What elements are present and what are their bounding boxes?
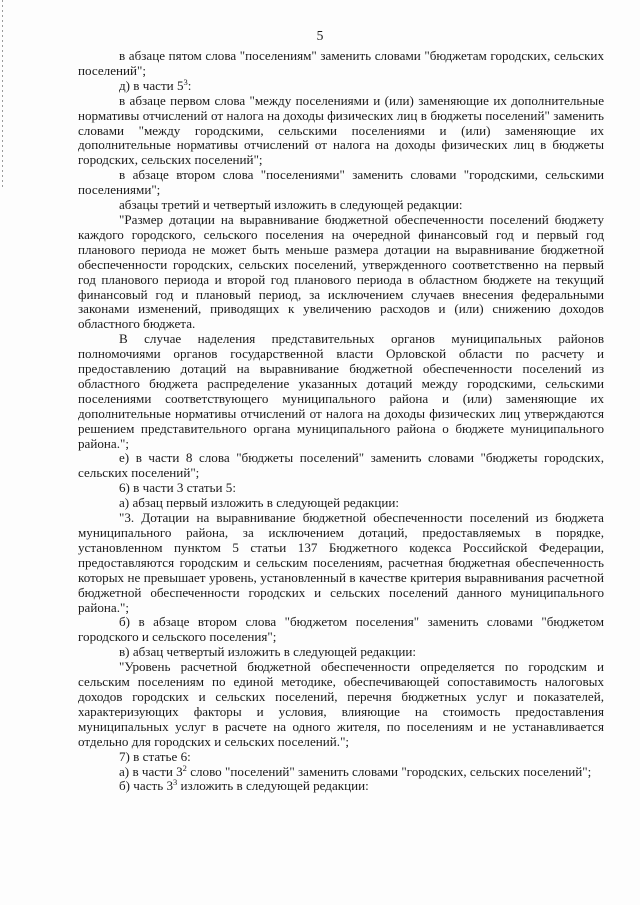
paragraph-4: в абзаце втором слова "поселениями" заменить словами "городскими, сельскими поселениями";: [78, 167, 604, 198]
paragraph-7: В случае наделения представительных органов муниципальных районов полномочиями органов государственной власти Орловской области по расчету и предоставлению дотаций на выравнивание бюджетной обеспеченности поселений из областного бюджета распределение указанных дотаций между городскими, сельскими поселениями соответствующего муниципального района и (или) заменяющие их дополнительные нормативы отчислений от налога на доходы физических лиц утверждаются решением представительного органа муниципального района о бюджете муниципального района.";: [78, 331, 604, 451]
paragraph-9: 6) в части 3 статьи 5:: [119, 480, 236, 496]
paragraph-11: "3. Дотации на выравнивание бюджетной обеспеченности поселений из бюджета муниципального района, за исключением дотаций, предоставляемых в порядке, установленном пунктом 5 статьи 137 Бюджетного кодекса Российской Федерации, предоставляются городским и сельским поселениям, расчетная бюджетная обеспеченность которых не превышает уровень, установленный в качестве критерия выравнивания расчетной бюджетной обеспеченности городских и сельских поселений данного муниципального района.";: [78, 510, 604, 615]
paragraph-16: а) в части $3^2$ слово "поселений" заменить словами "городских, сельских поселений";: [119, 762, 592, 779]
paragraph-3: в абзаце первом слова "между поселениями и (или) заменяющие их дополнительные нормативы отчислений от налога на доходы физических лиц в бюджеты поселений" заменить словами "между городскими, сельскими поселениями и (или) заменяющие их дополнительные нормативы отчислений от налога на доходы физических лиц в бюджеты городских, сельских поселений";: [78, 92, 604, 168]
page-number: 5: [316, 28, 324, 43]
paragraph-14: "Уровень расчетной бюджетной обеспеченности определяется по городским и сельским поселениям по единой методике, обеспечивающей сопоставимость налоговых доходов городских и сельских поселений, перечня бюджетных услуг и показателей, характеризующих факторы и условия, влияющие на стоимость предоставления муниципальных услуг в расчете на одного жителя, по поселениям и не устанавливается отдельно для городских и сельских поселений.";: [78, 659, 604, 749]
paragraph-2: д) в части $5^3$:: [119, 76, 192, 93]
paragraph-6: "Размер дотации на выравнивание бюджетной обеспеченности поселений бюджету каждого городского, сельского поселения на очередной финансовый год и первый год планового периода не может быть меньше размера дотации на выравнивание бюджетной обеспеченности городских, сельских поселений, утвержденного соответственно на первый год планового периода и второй год планового периода в областном бюджете на текущий финансовый год и плановый период, за исключением случаев внесения федеральными законами изменений, приводящих к увеличению расходов и (или) снижению доходов областного бюджета.: [78, 211, 604, 332]
paragraph-12: б) в абзаце втором слова "бюджетом поселения" заменить словами "бюджетом городского и сельского поселения";: [78, 614, 604, 645]
paragraph-15: 7) в статье 6:: [119, 748, 191, 764]
paragraph-5: абзацы третий и четвертый изложить в следующей редакции:: [119, 197, 463, 213]
document-body: [78, 49, 604, 794]
paragraph-1: в абзаце пятом слова "поселениям" заменить словами "бюджетам городских, сельских поселений";: [78, 48, 604, 78]
paragraph-10: а) абзац первый изложить в следующей редакции:: [119, 495, 400, 511]
paragraph-13: в) абзац четвертый изложить в следующей редакции:: [119, 644, 417, 660]
paragraph-8: е) в части 8 слова "бюджеты поселений" заменить словами "бюджеты городских, сельских поселений";: [78, 450, 604, 481]
paragraph-17: б) часть $3^3$ изложить в следующей редакции:: [119, 777, 369, 794]
